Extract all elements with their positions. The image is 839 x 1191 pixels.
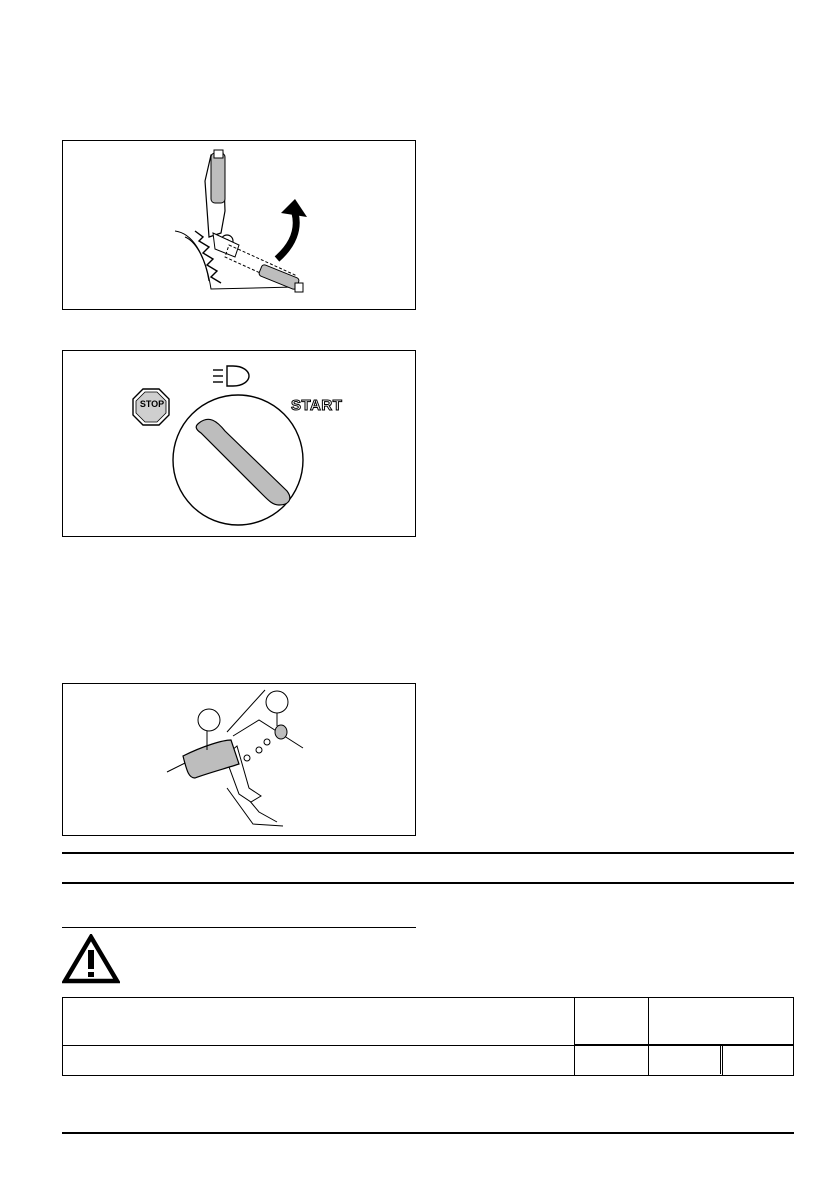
ignition-switch-figure (62, 350, 416, 537)
table-cell (575, 1046, 649, 1076)
table-row (63, 1046, 794, 1076)
parking-brake-lever-figure (62, 140, 416, 310)
section-rule-bottom (62, 882, 794, 884)
pedal-illustration (63, 684, 415, 835)
table-cell (723, 1046, 794, 1076)
table-cell (649, 1046, 723, 1076)
warning-heading-rule (62, 927, 416, 928)
pedal-figure (62, 683, 416, 836)
table-cell (63, 1046, 575, 1076)
table-header-row (63, 998, 794, 1045)
ignition-switch-illustration (63, 351, 415, 536)
table-header-cell (63, 998, 575, 1046)
headlight-icon (213, 366, 249, 386)
table-header-cell (649, 998, 794, 1045)
parking-brake-lever-illustration (63, 141, 415, 309)
start-label: START (291, 397, 343, 414)
stop-label: STOP (139, 399, 165, 409)
table-header-cell (575, 998, 649, 1046)
footer-rule (62, 1132, 794, 1134)
spec-table (62, 997, 794, 1076)
section-rule-top (62, 852, 794, 854)
warning-triangle-icon (62, 934, 120, 984)
